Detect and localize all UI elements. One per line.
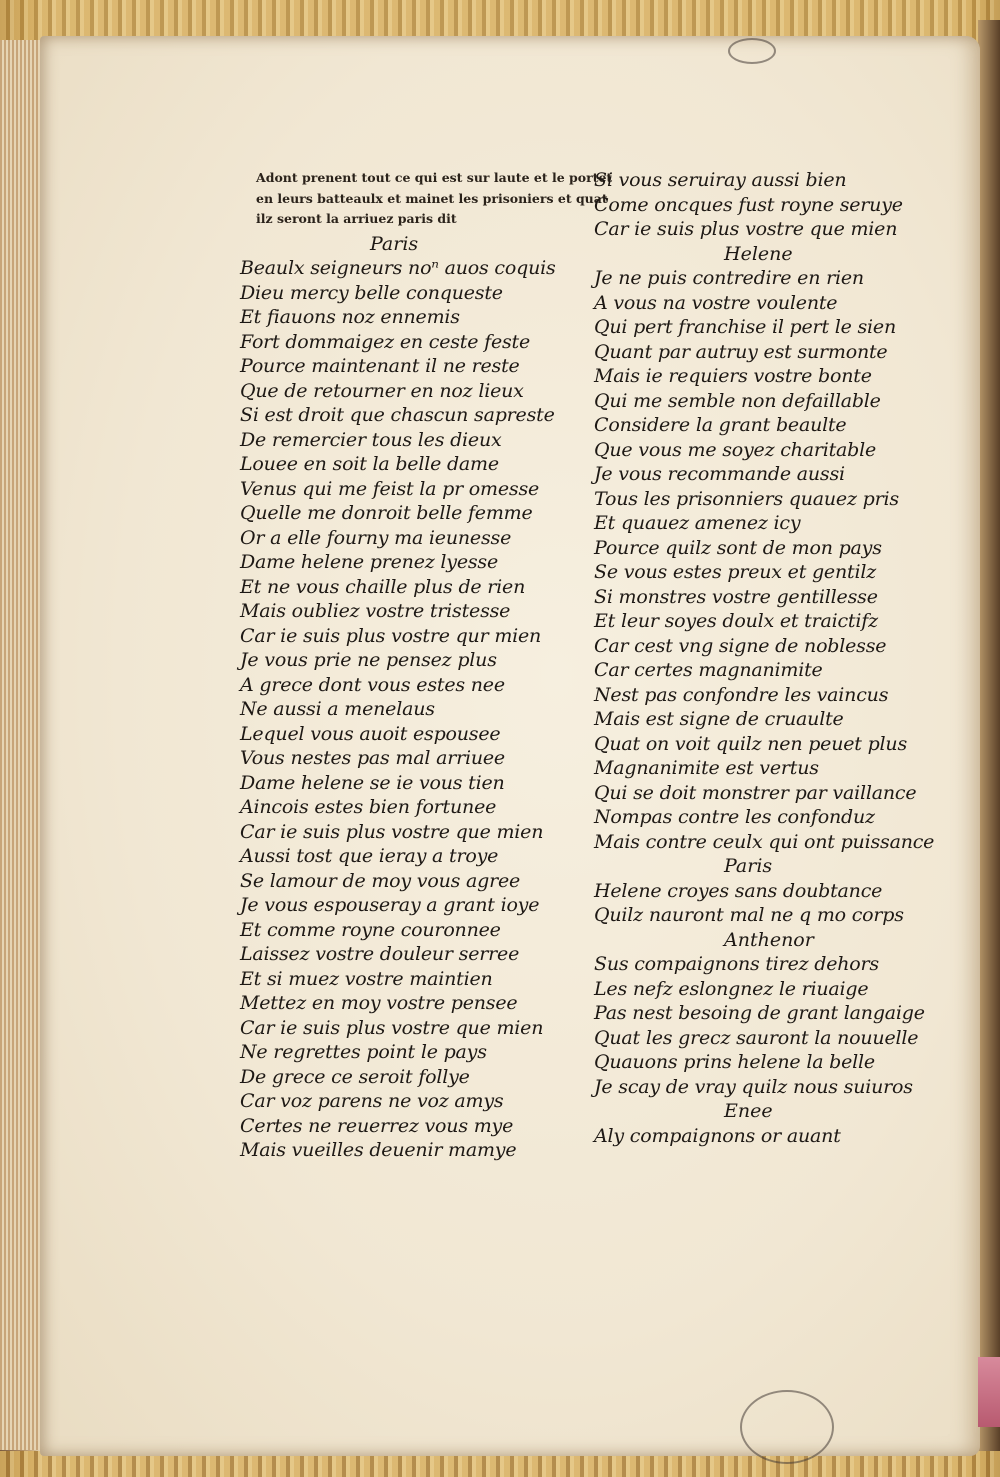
verse-line: Pource maintenant il ne reste — [240, 355, 520, 377]
verse-line: Car cest vng signe de noblesse — [594, 634, 887, 657]
verse-line: Mais vueilles deuenir mamye — [240, 1139, 517, 1161]
book-cover-edge — [978, 20, 1000, 1460]
verse-line: Quant par autruy est surmonte — [594, 340, 888, 363]
verse-line: Et ne vous chaille plus de rien — [240, 575, 526, 598]
clip-ring-bottom — [740, 1390, 834, 1464]
verse-line: Si vous seruiray aussi bien — [594, 169, 847, 191]
verse-line: Et comme royne couronnee — [240, 918, 501, 941]
verse-line: Je vous espouseray a grant ioye — [240, 894, 540, 916]
bookmark-ribbon — [978, 1357, 1000, 1427]
text-column-right — [594, 168, 964, 1148]
verse-line: Ne regrettes point le pays — [240, 1041, 487, 1063]
verse-line: Que de retourner en noz lieux — [240, 379, 524, 402]
verse-line: Mais est signe de cruaulte — [594, 708, 844, 730]
verse-line: Certes ne reuerrez vous mye — [240, 1114, 514, 1137]
clip-ring-top — [728, 38, 776, 64]
verse-line: Je vous prie ne pensez plus — [240, 649, 497, 671]
verse-line: Dame helene prenez lyesse — [240, 551, 499, 573]
verse-line: A vous na vostre voulente — [594, 291, 838, 314]
verse-line: Aussi tost que ieray a troye — [240, 845, 499, 867]
verse-line: Helene croyes sans doubtance — [594, 879, 883, 902]
verse-line: Aincois estes bien fortunee — [240, 796, 497, 818]
verse-line: Dame helene se ie vous tien — [240, 771, 505, 794]
verse-line: Nompas contre les confonduz — [594, 806, 875, 828]
verse-line: Je ne puis contredire en rien — [594, 267, 864, 289]
verse-line: Nest pas confondre les vaincus — [594, 683, 889, 706]
verse-line: Tous les prisonniers quauez pris — [594, 487, 899, 510]
verse-line: Quilz nauront mal ne q mo corps — [594, 904, 904, 926]
verse-line: Magnanimite est vertus — [594, 757, 819, 779]
verse-line: Qui me semble non defaillable — [594, 389, 881, 412]
verse-line: Car ie suis plus vostre que mien — [240, 1016, 544, 1039]
rubric-line: ilz seront la arriuez paris dit — [256, 211, 457, 226]
verse-line: Quat les grecz sauront la nouuelle — [594, 1026, 919, 1049]
verse-line: Les nefz eslongnez le riuaige — [594, 977, 869, 1000]
verse-line: Car ie suis plus vostre qur mien — [240, 624, 542, 647]
verse-line: Et leur soyes doulx et traictifz — [594, 610, 878, 632]
verse-line: Si est droit que chascun sapreste — [240, 404, 555, 426]
speaker-heading: Enee — [724, 1100, 773, 1122]
verse-line: Je scay de vray quilz nous suiuros — [594, 1075, 913, 1098]
verse-line: Mais ie requiers vostre bonte — [594, 365, 872, 387]
verse-line: Louee en soit la belle dame — [240, 453, 499, 475]
verse-line: Mettez en moy vostre pensee — [240, 992, 518, 1014]
verse-line: Et si muez vostre maintien — [240, 967, 493, 990]
verse-line: Sus compaignons tirez dehors — [594, 953, 879, 975]
verse-line: Fort dommaigez en ceste feste — [240, 330, 531, 353]
verse-line: De grece ce seroit follye — [240, 1065, 470, 1088]
verse-line: Car ie suis plus vostre que mien — [594, 218, 898, 240]
verse-line: Mais contre ceulx qui ont puissance — [594, 830, 935, 853]
verse-line: Se vous estes preux et gentilz — [594, 561, 877, 583]
verse-line: Laissez vostre douleur serree — [240, 943, 520, 965]
verse-line: Je vous recommande aussi — [594, 463, 845, 485]
verse-line: Qui pert franchise il pert le sien — [594, 316, 896, 338]
verse-line: Quauons prins helene la belle — [594, 1051, 875, 1073]
verse-line: Et fiauons noz ennemis — [240, 306, 460, 328]
page-edges-left — [0, 40, 40, 1450]
verse-line: Lequel vous auoit espousee — [240, 722, 501, 745]
verse-line: Et quauez amenez icy — [594, 512, 801, 534]
speaker-heading: Paris — [724, 855, 773, 877]
speaker-heading: Anthenor — [724, 928, 814, 951]
verse-line: Quat on voit quilz nen peuet plus — [594, 732, 908, 755]
verse-line: Se lamour de moy vous agree — [240, 869, 521, 892]
verse-line: Qui se doit monstrer par vaillance — [594, 781, 917, 804]
verse-line: Mais oubliez vostre tristesse — [240, 600, 511, 622]
verse-line: Car ie suis plus vostre que mien — [240, 820, 544, 843]
verse-line: Considere la grant beaulte — [594, 414, 847, 436]
verse-line: De remercier tous les dieux — [240, 428, 502, 451]
verse-line: Aly compaignons or auant — [594, 1124, 841, 1147]
verse-line: Car voz parens ne voz amys — [240, 1090, 504, 1112]
verse-line: Si monstres vostre gentillesse — [594, 585, 878, 608]
verse-line: Quelle me donroit belle femme — [240, 502, 533, 524]
speaker-heading: Paris — [370, 232, 419, 255]
verse-line: Or a elle fourny ma ieunesse — [240, 526, 512, 549]
verse-line: Pas nest besoing de grant langaige — [594, 1002, 925, 1024]
verse-line: Car certes magnanimite — [594, 659, 823, 681]
verse-line: Beaulx seigneurs noⁿ auos coquis — [240, 257, 556, 279]
rubric-line: Adont prenent tout ce qui est sur laute et le portet — [256, 170, 613, 185]
text-column-left — [230, 170, 613, 1163]
verse-line: Que vous me soyez charitable — [594, 438, 877, 461]
verse-line: Dieu mercy belle conqueste — [240, 281, 503, 304]
verse-line: A grece dont vous estes nee — [240, 673, 505, 696]
verse-line: Ne aussi a menelaus — [240, 698, 435, 720]
rubric-line: en leurs batteaulx et mainet les prisoniers et quat — [256, 190, 608, 206]
verse-line: Venus qui me feist la pr omesse — [240, 477, 540, 500]
verse-line: Come oncques fust royne seruye — [594, 193, 903, 216]
verse-line: Pource quilz sont de mon pays — [594, 536, 882, 559]
speaker-heading: Helene — [724, 242, 793, 265]
verse-line: Vous nestes pas mal arriuee — [240, 747, 505, 769]
